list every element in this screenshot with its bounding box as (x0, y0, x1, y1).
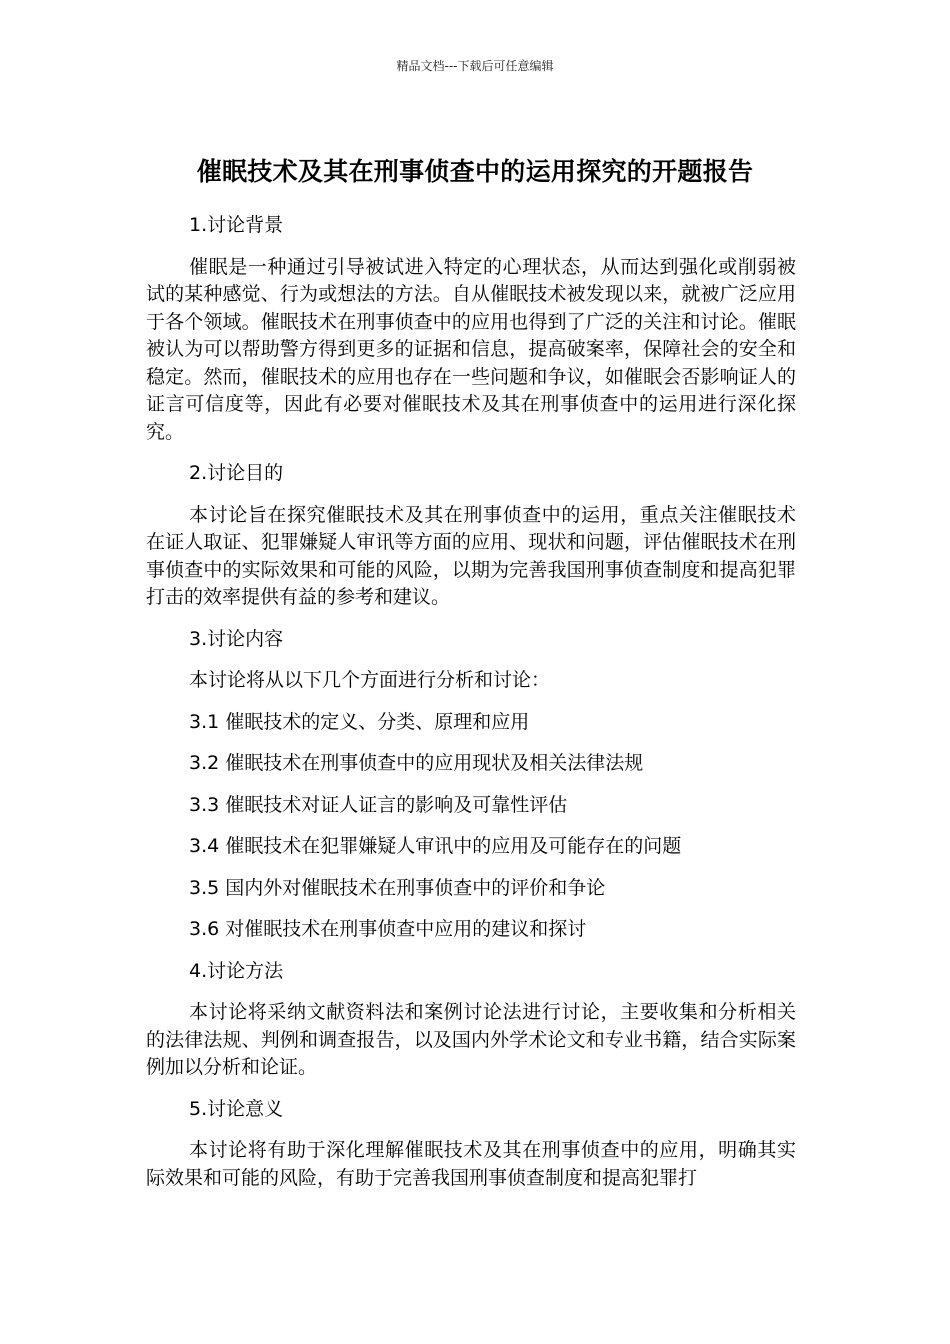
section-heading-background: 1.讨论背景 (189, 214, 284, 236)
content-list-item: 3.4 催眠技术在犯罪嫌疑人审讯中的应用及可能存在的问题 (189, 835, 682, 857)
section-heading-method: 4.讨论方法 (189, 959, 284, 982)
document-body (146, 212, 796, 1206)
section-text-method: 本讨论将采纳文献资料法和案例讨论法进行讨论，主要收集和分析相关的法律法规、判例和调查报告，以及国内外学术论文和专业书籍，结合实际案例加以分析和论证。 (146, 1001, 796, 1078)
section-heading-significance: 5.讨论意义 (189, 1097, 284, 1120)
content-list-item: 3.3 催眠技术对证人证言的影响及可靠性评估 (189, 793, 568, 816)
header-note: 精品文档---下载后可任意编辑 (396, 59, 554, 73)
section-text-significance: 本讨论将有助于深化理解催眠技术及其在刑事侦查中的应用，明确其实际效果和可能的风险，有助于完善我国刑事侦查制度和提高犯罪打 (146, 1139, 796, 1189)
content-list-item: 3.5 国内外对催眠技术在刑事侦查中的评价和争论 (189, 876, 606, 899)
content-list-item: 3.2 催眠技术在刑事侦查中的应用现状及相关法律法规 (189, 752, 644, 774)
section-heading-content: 3.讨论内容 (189, 627, 284, 650)
section-heading-purpose: 2.讨论目的 (189, 462, 284, 484)
content-list-item: 3.6 对催眠技术在刑事侦查中应用的建议和探讨 (189, 918, 587, 940)
section-text-background: 催眠是一种通过引导被试进入特定的心理状态，从而达到强化或削弱被试的某种感觉、行为或想法的方法。自从催眠技术被发现以来，就被广泛应用于各个领域。催眠技术在刑事侦查中的应用也得到了广泛的关注和讨论。催眠被认为可以帮助警方得到更多的证据和信息，提高破案率，保障社会的安全和稳定。然而，催眠技术的应用也存在一些问题和争议，如催眠会否影响证人的证言可信度等，因此有必要对催眠技术及其在刑事侦查中的运用进行深化探究。 (146, 255, 796, 443)
section-intro-content: 本讨论将从以下几个方面进行分析和讨论： (189, 669, 551, 691)
content-list-item: 3.1 催眠技术的定义、分类、原理和应用 (189, 710, 530, 733)
document-title: 催眠技术及其在刑事侦查中的运用探究的开题报告 (196, 156, 754, 186)
section-text-purpose: 本讨论旨在探究催眠技术及其在刑事侦查中的运用，重点关注催眠技术在证人取证、犯罪嫌疑人审讯等方面的应用、现状和问题，评估催眠技术在刑事侦查中的实际效果和可能的风险，以期为完善我国刑事侦查制度和提高犯罪打击的效率提供有益的参考和建议。 (146, 503, 796, 608)
